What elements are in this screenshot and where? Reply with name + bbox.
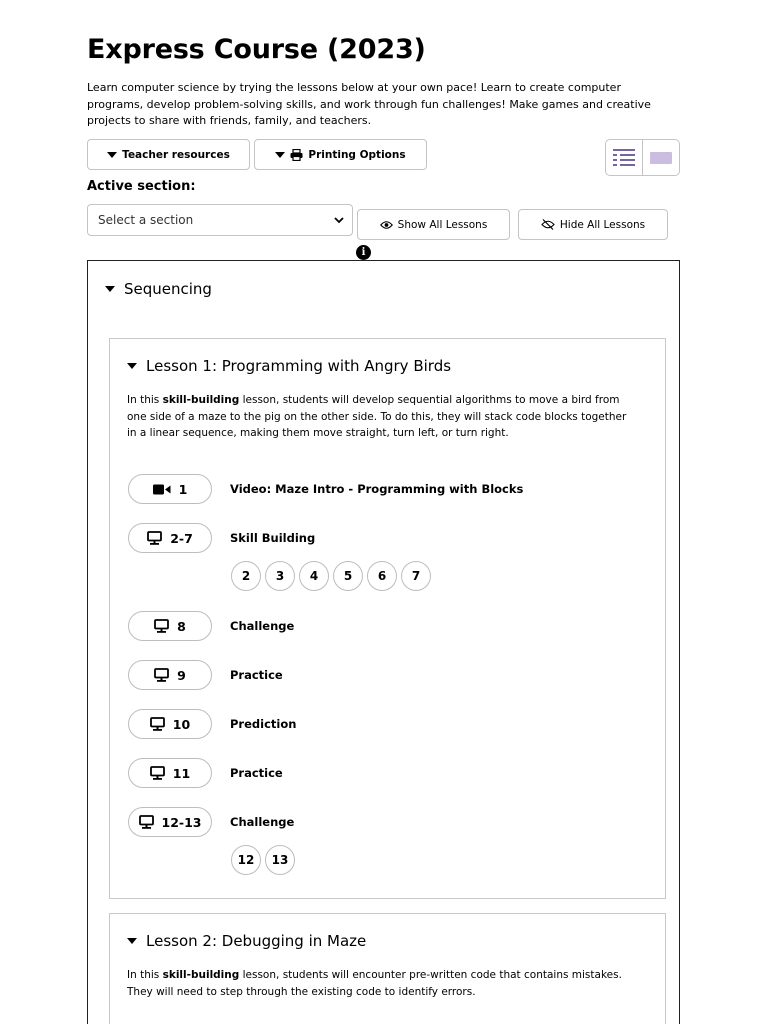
desc-text: lesson, students will encounter pre-written code that contains mistakes. They will need to step through the existing code to identify errors. (127, 969, 622, 998)
level-bubble[interactable]: 2 (231, 561, 261, 591)
printer-icon (290, 149, 303, 161)
page-title: Express Course (2023) (87, 34, 426, 65)
activity-range: 10 (172, 716, 191, 732)
lesson-card (109, 913, 666, 1024)
desc-text: lesson, students will develop sequential algorithms to move a bird from one side of a maze to the pig on the other side. To do this, they will stack code blocks together in a linear sequence, making them move straight, turn left, or turn right. (127, 394, 627, 439)
list-view-icon (613, 148, 635, 168)
section-header[interactable] (105, 280, 212, 298)
section-select-value: Select a section (98, 213, 194, 227)
caret-down-icon (127, 363, 137, 369)
eye-slash-icon (541, 219, 555, 230)
activity-name[interactable]: Challenge (230, 619, 295, 633)
teacher-resources-label: Teacher resources (122, 148, 230, 161)
activity-range: 9 (177, 667, 186, 683)
lesson-description (127, 967, 637, 1000)
activity-pill[interactable] (128, 758, 212, 788)
printing-options-label: Printing Options (308, 148, 406, 161)
activity-range: 2-7 (170, 530, 193, 546)
activity-range: 11 (172, 765, 191, 781)
view-toggle (605, 139, 680, 176)
computer-icon (147, 531, 162, 545)
hide-all-lessons-button[interactable] (518, 209, 668, 240)
activity-range: 8 (177, 618, 186, 634)
activity-name[interactable]: Practice (230, 668, 283, 682)
eye-icon (380, 220, 393, 230)
hide-all-lessons-label: Hide All Lessons (559, 218, 646, 231)
lesson-description (127, 392, 637, 442)
computer-icon (150, 766, 165, 780)
lesson-header[interactable] (127, 357, 451, 375)
show-all-lessons-button[interactable] (357, 209, 510, 240)
grid-view-icon (650, 152, 672, 164)
lesson-header[interactable] (127, 932, 366, 950)
activity-pill[interactable] (128, 611, 212, 641)
caret-down-icon (107, 152, 117, 158)
activity-pill[interactable] (128, 709, 212, 739)
teacher-resources-button[interactable] (87, 139, 250, 170)
activity-name[interactable]: Prediction (230, 717, 297, 731)
level-bubble[interactable]: 7 (401, 561, 431, 591)
chevron-down-icon (334, 217, 344, 224)
lesson-type: skill-building (162, 969, 240, 981)
level-bubble[interactable]: 12 (231, 845, 261, 875)
lesson-type: skill-building (162, 394, 240, 406)
level-bubble[interactable]: 5 (333, 561, 363, 591)
level-bubble[interactable]: 6 (367, 561, 397, 591)
show-all-lessons-label: Show All Lessons (397, 218, 488, 231)
activity-name[interactable]: Practice (230, 766, 283, 780)
level-bubbles (231, 845, 295, 875)
activity-pill[interactable] (128, 807, 212, 837)
section-select[interactable] (87, 204, 353, 236)
caret-down-icon (275, 152, 285, 158)
computer-icon (139, 815, 154, 829)
info-icon[interactable]: i (356, 245, 371, 260)
desc-text: In this (127, 969, 163, 981)
computer-icon (154, 668, 169, 682)
section-panel (87, 260, 680, 1024)
activity-name[interactable]: Video: Maze Intro - Programming with Blocks (230, 482, 524, 496)
desc-text: In this (127, 394, 163, 406)
computer-icon (150, 717, 165, 731)
grid-view-button[interactable] (642, 140, 679, 175)
lesson-title: Lesson 2: Debugging in Maze (146, 932, 367, 950)
video-icon (153, 484, 171, 495)
computer-icon (154, 619, 169, 633)
activity-pill[interactable] (128, 474, 212, 504)
caret-down-icon (127, 938, 137, 944)
activity-pill[interactable] (128, 523, 212, 553)
level-bubble[interactable]: 4 (299, 561, 329, 591)
activity-range: 12-13 (161, 814, 202, 830)
level-bubbles (231, 561, 431, 591)
lesson-title: Lesson 1: Programming with Angry Birds (146, 357, 452, 375)
activity-name[interactable]: Skill Building (230, 531, 316, 545)
printing-options-button[interactable] (254, 139, 427, 170)
lesson-card (109, 338, 666, 899)
activity-pill[interactable] (128, 660, 212, 690)
level-bubble[interactable]: 3 (265, 561, 295, 591)
active-section-label: Active section: (87, 179, 196, 194)
activity-name[interactable]: Challenge (230, 815, 295, 829)
caret-down-icon (105, 286, 115, 292)
level-bubble[interactable]: 13 (265, 845, 295, 875)
course-description: Learn computer science by trying the lessons below at your own pace! Learn to create computer programs, develop problem-solving skills, and work through fun challenges! Make games and creative projects to share with friends, family, and teachers. (87, 81, 651, 127)
activity-range: 1 (178, 481, 188, 497)
section-title: Sequencing (124, 280, 212, 298)
list-view-button[interactable] (606, 140, 642, 175)
